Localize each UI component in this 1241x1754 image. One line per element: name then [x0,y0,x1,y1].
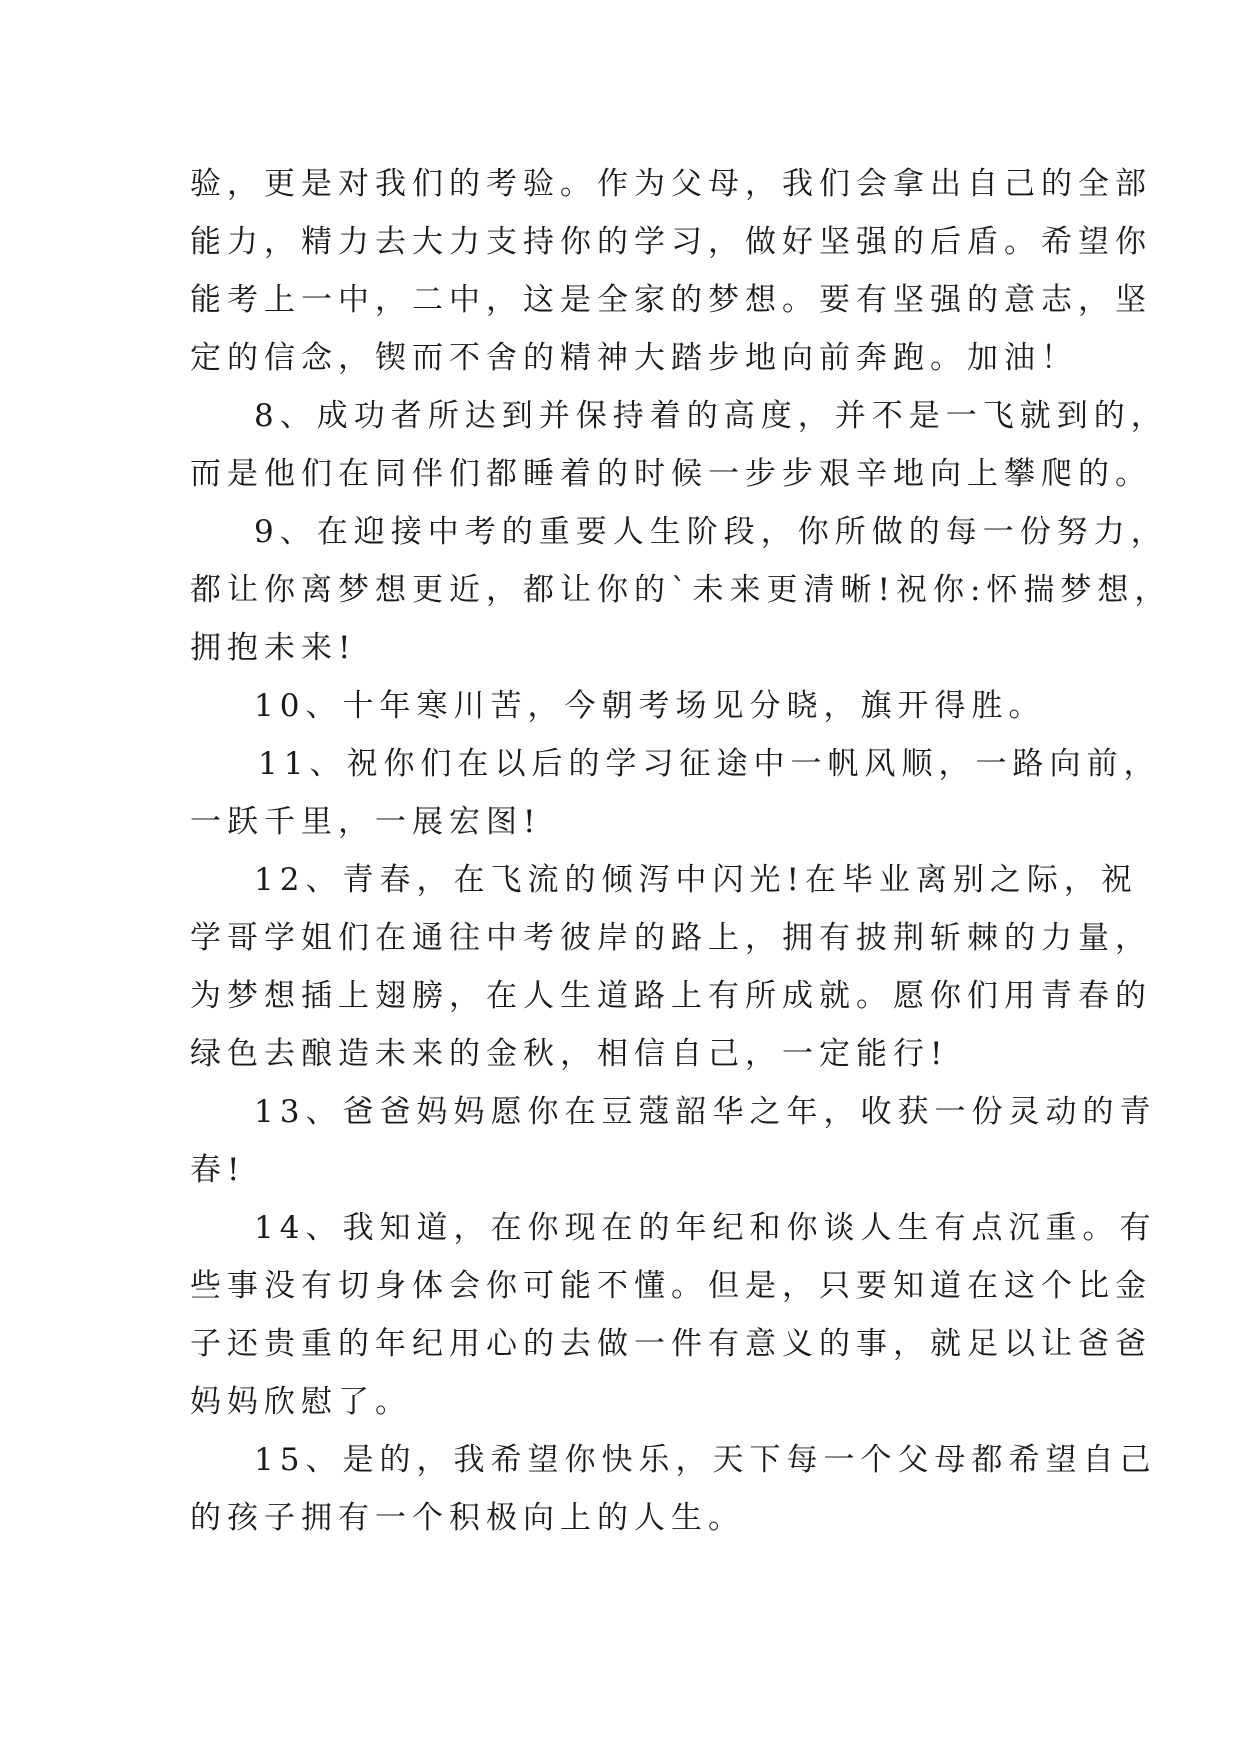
document-body [190,155,1172,1547]
text-line: 都让你离梦想更近，都让你的`未来更清晰!祝你:怀揣梦想， [190,572,1172,608]
text-line: 定的信念，锲而不舍的精神大踏步地向前奔跑。加油！ [190,340,1078,376]
item-10-line: 10、十年寒川苦，今朝考场见分晓，旗开得胜。 [254,688,1046,724]
text-line: 能力，精力去大力支持你的学习，做好坚强的后盾。希望你 [190,224,1152,260]
item-8-line: 8、成功者所达到并保持着的高度，并不是一飞就到的， [254,398,1168,434]
item-11-line: 11、祝你们在以后的学习征途中一帆风顺，一路向前， [258,746,1161,782]
item-12-line: 12、青春，在飞流的倾泻中闪光!在毕业离别之际，祝 [254,862,1138,898]
text-line: 的孩子拥有一个积极向上的人生。 [190,1500,745,1536]
text-line: 子还贵重的年纪用心的去做一件有意义的事，就足以让爸爸 [190,1326,1152,1362]
text-line: 拥抱未来! [190,630,357,666]
text-line: 妈妈欣慰了。 [190,1384,412,1420]
text-line: 为梦想插上翅膀，在人生道路上有所成就。愿你们用青春的 [190,978,1152,1014]
text-line: 一跃千里，一展宏图! [190,804,542,840]
text-line: 些事没有切身体会你可能不懂。但是，只要知道在这个比金 [190,1268,1152,1304]
item-13-line: 13、爸爸妈妈愿你在豆蔻韶华之年，收获一份灵动的青 [254,1094,1157,1130]
text-line: 学哥学姐们在通往中考彼岸的路上，拥有披荆斩棘的力量， [190,920,1152,956]
text-line: 验，更是对我们的考验。作为父母，我们会拿出自己的全部 [190,166,1152,202]
item-14-line: 14、我知道，在你现在的年纪和你谈人生有点沉重。有 [254,1210,1157,1246]
text-line: 而是他们在同伴们都睡着的时候一步步艰辛地向上攀爬的。 [190,456,1152,492]
text-line: 春! [190,1152,246,1188]
text-line: 能考上一中，二中，这是全家的梦想。要有坚强的意志，坚 [190,282,1152,318]
text-line: 绿色去酿造未来的金秋，相信自己，一定能行! [190,1036,949,1072]
item-9-line: 9、在迎接中考的重要人生阶段，你所做的每一份努力， [254,514,1168,550]
item-15-line: 15、是的，我希望你快乐，天下每一个父母都希望自己 [254,1442,1157,1478]
